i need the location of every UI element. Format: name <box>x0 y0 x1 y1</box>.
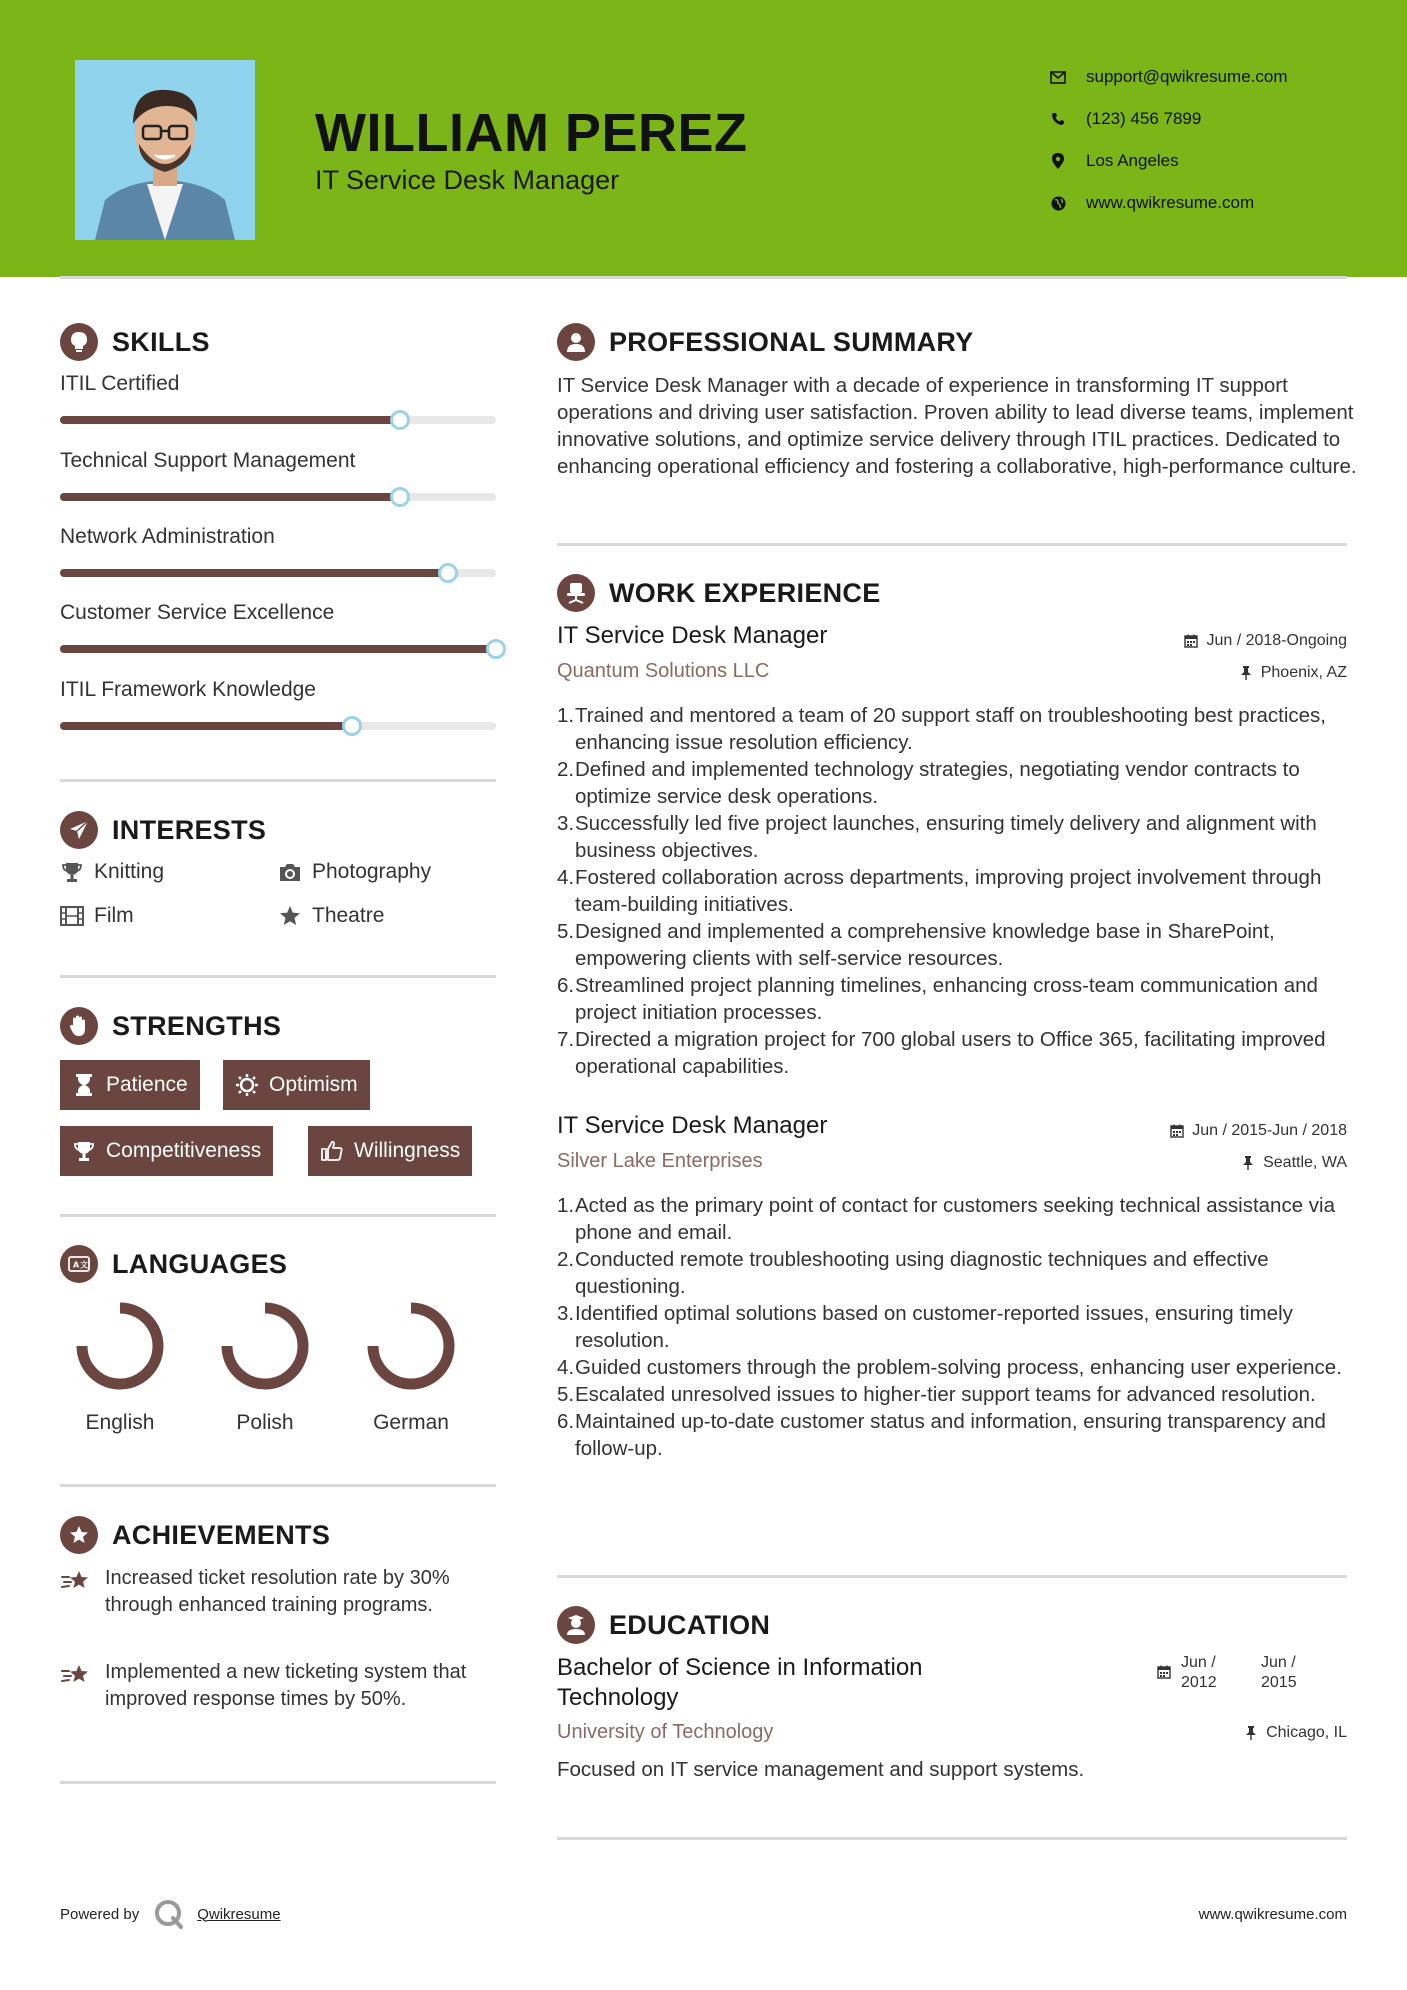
skill-bar <box>60 493 496 501</box>
summary-title: PROFESSIONAL SUMMARY <box>609 326 974 357</box>
job-dates-text: Jun / 2018-Ongoing <box>1206 632 1347 649</box>
skill-bar-fill <box>60 722 352 730</box>
job-bullet <box>557 756 1357 810</box>
skill-label: Network Administration <box>60 525 275 548</box>
job-bullet <box>557 1246 1357 1300</box>
strength-tag <box>60 1060 200 1110</box>
job-dates <box>1184 632 1347 650</box>
calendar-icon <box>1157 1665 1171 1679</box>
job-bullet <box>557 972 1357 1026</box>
skill-bar-knob <box>486 639 506 659</box>
bullet-number: 1. <box>557 704 575 727</box>
education-start <box>1181 1653 1261 1693</box>
job-bullet <box>557 1192 1357 1246</box>
job-location-text: Phoenix, AZ <box>1260 664 1347 681</box>
skill-label: ITIL Certified <box>60 372 180 395</box>
graduate-icon <box>557 1606 595 1644</box>
job-dates-text: Jun / 2015-Jun / 2018 <box>1192 1122 1347 1139</box>
skill-bar-knob <box>438 563 458 583</box>
contact-website[interactable] <box>1050 182 1288 224</box>
strength-tag <box>308 1126 472 1176</box>
bullet-number: 6. <box>557 974 575 997</box>
job-title: IT Service Desk Manager <box>557 622 828 649</box>
skill-bar-knob <box>342 716 362 736</box>
education-end <box>1261 1653 1341 1693</box>
bullet-text: Acted as the primary point of contact for customers seeking technical assistance via phone and email. <box>575 1194 1336 1244</box>
skill-bar <box>60 645 496 653</box>
skill-bar <box>60 416 496 424</box>
job-location-text: Seattle, WA <box>1263 1154 1347 1171</box>
job-dates <box>1170 1122 1347 1140</box>
shooting-star-icon <box>60 1565 92 1597</box>
interest-label: Theatre <box>312 904 385 927</box>
summary-heading <box>557 323 974 361</box>
bullet-text: Escalated unresolved issues to higher-tier support teams for advanced resolution. <box>575 1383 1316 1406</box>
contact-email-text: support@qwikresume.com <box>1086 67 1288 86</box>
calendar-icon <box>1170 1124 1184 1138</box>
language-ring <box>220 1301 310 1391</box>
interests-heading <box>60 811 266 849</box>
language-card-icon <box>60 1245 98 1283</box>
language-ring <box>366 1301 456 1391</box>
language-label: Polish <box>236 1411 294 1434</box>
languages-title: LANGUAGES <box>112 1248 288 1279</box>
envelope-icon <box>1050 69 1066 85</box>
contact-location <box>1050 140 1288 182</box>
skill-bar <box>60 569 496 577</box>
skill-label: ITIL Framework Knowledge <box>60 678 316 701</box>
skill-bar-knob <box>390 487 410 507</box>
education-start-year: 2012 <box>1181 1674 1217 1691</box>
achievements-heading <box>60 1516 330 1554</box>
contact-info <box>1050 56 1288 224</box>
strength-tag <box>223 1060 370 1110</box>
job-company: Quantum Solutions LLC <box>557 660 770 682</box>
qwikresume-link[interactable]: Qwikresume <box>197 1905 281 1923</box>
pushpin-icon <box>1239 666 1253 680</box>
job-bullet <box>557 810 1357 864</box>
paper-plane-icon <box>60 811 98 849</box>
qwikresume-logo-icon <box>153 1898 185 1930</box>
section-divider <box>60 975 496 978</box>
achievements-title: ACHIEVEMENTS <box>112 1519 331 1550</box>
language-item <box>341 1301 481 1435</box>
job-bullets <box>557 702 1357 1080</box>
interest-item <box>60 860 164 884</box>
strength-label: Competitiveness <box>106 1139 262 1162</box>
skill-bar-fill <box>60 416 400 424</box>
interest-label: Film <box>94 904 134 927</box>
interest-item <box>278 860 431 884</box>
map-pin-icon <box>1050 153 1066 169</box>
achievement-item <box>60 1659 480 1713</box>
education-school: University of Technology <box>557 1721 774 1743</box>
experience-title: WORK EXPERIENCE <box>609 577 881 608</box>
user-icon <box>557 323 595 361</box>
bullet-number: 6. <box>557 1410 575 1433</box>
section-divider <box>557 1575 1347 1578</box>
shooting-star-icon <box>60 1659 92 1691</box>
resume-header <box>0 0 1407 277</box>
bullet-text: Defined and implemented technology strategies, negotiating vendor contracts to optimize service desk operations. <box>575 758 1300 808</box>
achievement-item <box>60 1565 480 1619</box>
candidate-name: WILLIAM PEREZ <box>315 103 748 163</box>
section-divider <box>60 1214 496 1217</box>
section-divider <box>60 1484 496 1487</box>
education-heading <box>557 1606 770 1644</box>
skill-bar <box>60 722 496 730</box>
strengths-title: STRENGTHS <box>112 1010 282 1041</box>
job-location <box>1241 1154 1347 1172</box>
bullet-number: 5. <box>557 920 575 943</box>
job-bullets <box>557 1192 1357 1462</box>
skill-label: Customer Service Excellence <box>60 601 335 624</box>
bullet-number: 3. <box>557 812 575 835</box>
globe-icon <box>1050 195 1066 211</box>
strength-label: Patience <box>106 1073 188 1096</box>
contact-phone-text: (123) 456 7899 <box>1086 109 1202 128</box>
hourglass-icon <box>72 1073 96 1097</box>
language-label: English <box>85 1411 155 1434</box>
header-divider <box>60 276 1347 279</box>
interest-item <box>60 904 134 928</box>
calendar-icon <box>1184 634 1198 648</box>
job-bullet <box>557 1381 1357 1408</box>
hand-icon <box>60 1007 98 1045</box>
achievement-text: Implemented a new ticketing system that improved response times by 50%. <box>105 1661 467 1710</box>
achievement-text: Increased ticket resolution rate by 30% through enhanced training programs. <box>105 1567 450 1616</box>
bullet-text: Identified optimal solutions based on customer-reported issues, ensuring timely resolution. <box>575 1302 1293 1352</box>
contact-email[interactable] <box>1050 56 1288 98</box>
bullet-text: Maintained up-to-date customer status and information, ensuring transparency and follow-up. <box>575 1410 1326 1460</box>
education-description: Focused on IT service management and support systems. <box>557 1758 1085 1781</box>
bullet-number: 7. <box>557 1028 575 1051</box>
trophy-icon <box>60 860 84 884</box>
bullet-text: Streamlined project planning timelines, enhancing cross-team communication and project initiation processes. <box>575 974 1318 1024</box>
skill-bar-fill <box>60 569 448 577</box>
job-company: Silver Lake Enterprises <box>557 1150 763 1172</box>
experience-heading <box>557 574 881 612</box>
strength-label: Optimism <box>269 1073 358 1096</box>
education-title: EDUCATION <box>609 1609 771 1640</box>
phone-icon <box>1050 111 1066 127</box>
lightbulb-icon <box>60 323 98 361</box>
section-divider <box>557 1837 1347 1840</box>
film-icon <box>60 904 84 928</box>
skills-title: SKILLS <box>112 326 210 357</box>
job-bullet <box>557 918 1357 972</box>
bullet-number: 4. <box>557 866 575 889</box>
footer-website[interactable]: www.qwikresume.com <box>1198 1906 1347 1923</box>
education-location-text: Chicago, IL <box>1266 1724 1347 1741</box>
strengths-heading <box>60 1007 281 1045</box>
pushpin-icon <box>1244 1726 1258 1740</box>
bullet-text: Directed a migration project for 700 global users to Office 365, facilitating improved operational capabilities. <box>575 1028 1326 1078</box>
language-label: German <box>373 1411 449 1434</box>
job-bullet <box>557 1408 1357 1462</box>
education-start-month: Jun / <box>1181 1654 1216 1671</box>
bullet-text: Conducted remote troubleshooting using diagnostic techniques and effective questioning. <box>575 1248 1269 1298</box>
language-ring <box>75 1301 165 1391</box>
language-item <box>195 1301 335 1435</box>
job-title: IT Service Desk Manager <box>557 1112 828 1139</box>
strength-tag <box>60 1126 273 1176</box>
education-degree: Bachelor of Science in Information Technology <box>557 1654 923 1711</box>
star-icon <box>278 904 302 928</box>
interest-item <box>278 904 384 928</box>
bullet-number: 1. <box>557 1194 575 1217</box>
education-end-month: Jun / <box>1261 1654 1296 1671</box>
language-item <box>50 1301 190 1435</box>
languages-heading <box>60 1245 287 1283</box>
job-bullet <box>557 1300 1357 1354</box>
bullet-text: Trained and mentored a team of 20 support staff on troubleshooting best practices, enhancing issue resolution efficiency. <box>575 704 1326 754</box>
section-divider <box>60 779 496 782</box>
powered-by-text: Powered by <box>60 1905 140 1923</box>
bullet-text: Successfully led five project launches, ensuring timely delivery and alignment with business objectives. <box>575 812 1317 862</box>
bullet-text: Fostered collaboration across departments, improving project involvement through team-building initiatives. <box>575 866 1322 916</box>
office-chair-icon <box>557 574 595 612</box>
footer-powered-by <box>60 1898 281 1930</box>
section-divider <box>60 1781 496 1784</box>
bullet-number: 4. <box>557 1356 575 1379</box>
education-dates <box>1157 1653 1341 1693</box>
bullet-text: Guided customers through the problem-solving process, enhancing user experience. <box>575 1356 1342 1379</box>
bullet-text: Designed and implemented a comprehensive knowledge base in SharePoint, empowering clients with self-service resources. <box>575 920 1275 970</box>
contact-phone[interactable] <box>1050 98 1288 140</box>
bullet-number: 3. <box>557 1302 575 1325</box>
education-location <box>1244 1724 1347 1742</box>
job-bullet <box>557 1354 1357 1381</box>
skill-bar-knob <box>390 410 410 430</box>
job-location <box>1239 664 1347 682</box>
section-divider <box>557 543 1347 546</box>
job-bullet <box>557 702 1357 756</box>
candidate-title: IT Service Desk Manager <box>315 165 620 195</box>
job-bullet <box>557 1026 1357 1080</box>
svg-text:A: A <box>73 1260 80 1270</box>
strength-label: Willingness <box>354 1139 461 1162</box>
pushpin-icon <box>1241 1156 1255 1170</box>
star-badge-icon <box>60 1516 98 1554</box>
trophy-icon <box>72 1139 96 1163</box>
profile-photo <box>75 60 255 240</box>
education-end-year: 2015 <box>1261 1674 1297 1691</box>
interests-title: INTERESTS <box>112 814 267 845</box>
contact-website-text: www.qwikresume.com <box>1086 193 1255 212</box>
contact-location-text: Los Angeles <box>1086 151 1179 170</box>
bullet-number: 5. <box>557 1383 575 1406</box>
svg-text:文: 文 <box>80 1260 88 1270</box>
interest-label: Knitting <box>94 860 165 883</box>
skill-label: Technical Support Management <box>60 449 356 472</box>
thumbs-up-icon <box>320 1139 344 1163</box>
skills-heading <box>60 323 210 361</box>
sun-icon <box>235 1073 259 1097</box>
interest-label: Photography <box>312 860 432 883</box>
skill-bar-fill <box>60 493 400 501</box>
bullet-number: 2. <box>557 1248 575 1271</box>
camera-icon <box>278 860 302 884</box>
job-bullet <box>557 864 1357 918</box>
skill-bar-fill <box>60 645 496 653</box>
summary-text: IT Service Desk Manager with a decade of experience in transforming IT support operations and driving user satisfaction. Proven ability to lead diverse teams, implement innovative solutions, and optimize service delivery through ITIL practices. Dedicated to enhancing operational efficiency and fostering a collaborative, high-performance culture. <box>557 374 1357 478</box>
bullet-number: 2. <box>557 758 575 781</box>
